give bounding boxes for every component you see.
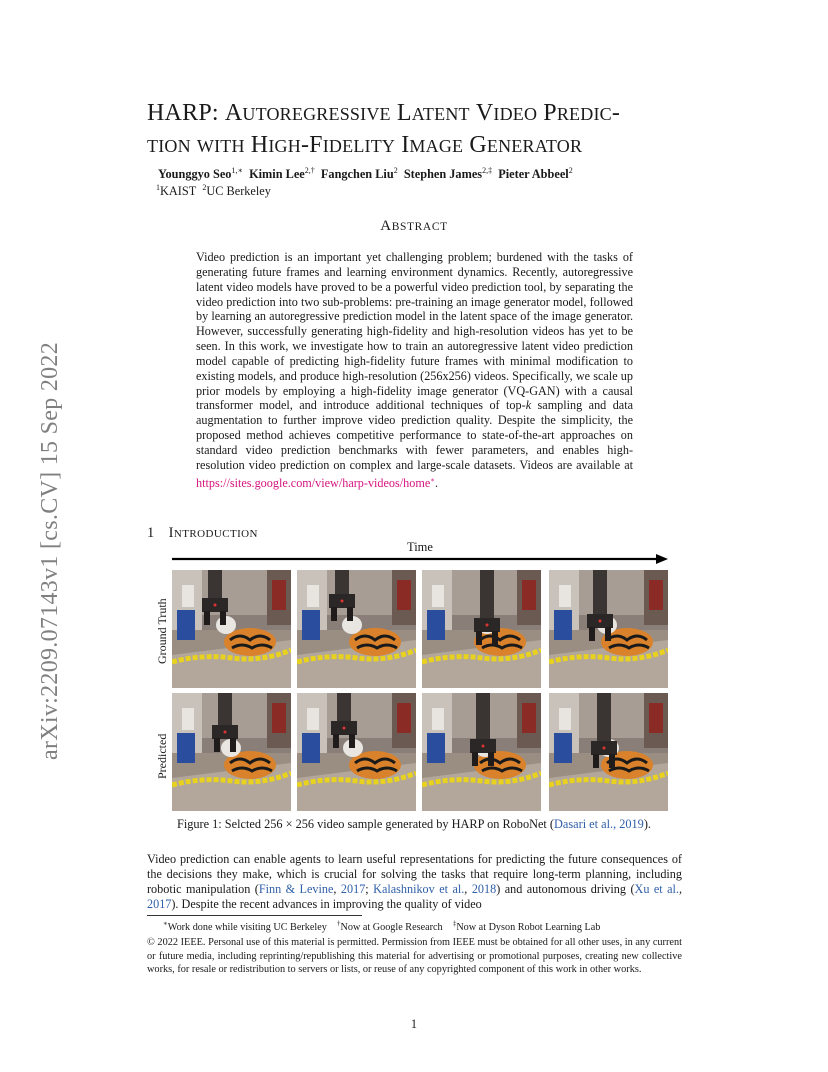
project-link[interactable]: https://sites.google.com/view/harp-videos/home∗ — [196, 475, 436, 490]
author-list — [158, 166, 573, 182]
footnotes — [163, 920, 600, 933]
abstract-body: Video prediction is an important yet challenging problem; burdened with the tasks of generating future frames and learning environment dynamics. Recently, autoregressive latent video models have proved to be a powerful video prediction tool, by separating the video prediction into two sub-problems: pre-training an image generator model, followed by learning an autoregressive prediction model in the latent space of the image generator. However, successfully generating high-fidelity and high-resolution videos has yet to be seen. In this work, we investigate how to train an autoregressive latent video prediction model capable of predicting high-fidelity future frames with minimal modification to existing models, and produce high-resolution (256x256) videos. Specifically, we scale up prior models by employing a high-fidelity image generator (VQ-GAN) with a causal transformer model, and introduce additional techniques of top-k sampling and data augmentation to further improve video prediction quality. Despite the simplicity, the proposed method achieves competitive performance to state-of-the-art approaches on standard video prediction benchmarks with fewer parameters, and enables high-resolution video prediction on complex and large-scale datasets. Videos are available at https://sites.google.com/view/harp-videos/home∗. — [196, 250, 633, 490]
citation-link[interactable]: 2017 — [340, 881, 366, 896]
copyright-notice: © 2022 IEEE. Personal use of this material is permitted. Permission from IEEE must be obtained for all other uses, in any current or future media, including reprinting/republishing this material for advertising or promotional purposes, creating new collective works, for resale or redistribution to servers or lists, or reuse of any copyrighted component of this work in other works. — [147, 937, 682, 976]
figure-caption: Figure 1: Selcted 256 × 256 video sample generated by HARP on RoboNet (Dasari et al., 2019). — [176, 817, 651, 831]
page-number: 1 — [410, 1017, 418, 1031]
author: Fangchen Liu$^2$ — [320, 166, 398, 182]
citation-link[interactable]: 2017 — [147, 896, 172, 911]
citation-link[interactable]: Kalashnikov et al. — [373, 881, 465, 896]
author: Stephen James$^{2,\ddagger}$ — [403, 166, 493, 182]
video-frame — [297, 693, 416, 811]
video-frame — [297, 570, 416, 688]
row-label-predicted: Predicted — [155, 733, 169, 779]
citation-link[interactable]: 2018 — [471, 881, 497, 896]
citation-link[interactable]: Xu et al. — [634, 881, 679, 896]
affiliation: $^1$KAIST — [156, 183, 197, 199]
video-frame — [422, 693, 541, 811]
title-line-1: HARP: AUTOREGRESSIVE LATENT VIDEO PREDIC- — [147, 100, 621, 126]
time-arrow — [172, 553, 668, 565]
video-frame — [549, 693, 668, 811]
author: Younggyo Seo$^{1,∗}$ — [158, 166, 243, 182]
author: Pieter Abbeel$^2$ — [498, 166, 573, 182]
arxiv-identifier: arXiv:2209.07143v1 [cs.CV] 15 Sep 2022 — [37, 341, 63, 760]
citation-link[interactable]: Finn & Levine — [258, 881, 334, 896]
title-line-2: TION WITH HIGH-FIDELITY IMAGE GENERATOR — [147, 132, 583, 158]
time-axis-label: Time — [407, 540, 433, 554]
row-label-ground-truth: Ground Truth — [155, 598, 169, 664]
author: Kimin Lee$^{2,\dagger}$ — [249, 166, 315, 182]
paper-title — [147, 98, 707, 162]
citation-link[interactable]: Dasari et al., 2019 — [554, 817, 644, 831]
video-frame — [172, 693, 291, 811]
footnote: †Now at Google Research — [337, 920, 443, 934]
section-heading: 1 INTRODUCTION — [147, 525, 258, 541]
abstract-heading: ABSTRACT — [380, 218, 448, 234]
arxiv-sidebar — [22, 285, 63, 760]
intro-paragraph: Video prediction can enable agents to learn useful representations for predicting the future consequences of the decisions they make, which is crucial for solving the tasks that require long-term planning, including robotic manipulation (Finn & Levine, 2017; Kalashnikov et al., 2018) and autonomous driving (Xu et al., 2017). Despite the recent advances in improving the quality of video — [147, 852, 683, 911]
video-frame — [422, 570, 541, 688]
affiliation: $^2$UC Berkeley — [202, 183, 271, 199]
video-frame — [172, 570, 291, 688]
footnote: ∗Work done while visiting UC Berkeley — [163, 920, 327, 934]
affiliations — [156, 183, 271, 199]
footnote-rule — [147, 915, 362, 916]
footnote: ‡Now at Dyson Robot Learning Lab — [452, 920, 601, 934]
video-frame — [549, 570, 668, 688]
